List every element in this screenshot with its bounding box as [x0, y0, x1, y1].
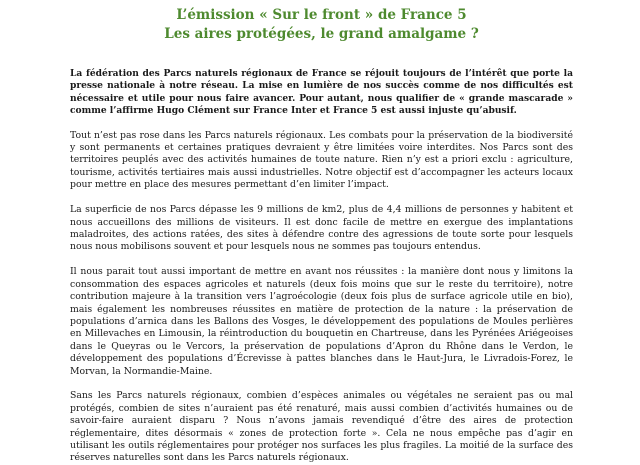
body-paragraph-4: Sans les Parcs naturels régionaux, combien d’espèces animales ou végétales ne seraient pas ou mal protégés, combien de sites n’auraient pas été renaturé, mais aussi combien d’activités humaines ou de savoir-faire auraient disparu ? Nous n’avons jamais revendiqué d’être des aires de protection réglementaire, dites désormais « zones de protection forte ». Cela ne nous empêche pas d’agir en utilisant les outils réglementaires pour protéger nos surfaces les plus fragiles. La moitié de la surface des réserves naturelles sont dans les Parcs naturels régionaux. [70, 390, 573, 464]
body-paragraph-1: Tout n’est pas rose dans les Parcs naturels régionaux. Les combats pour la préservation de la biodiversité y sont permanents et certaines pratiques devraient y être limitées voire interdites. Nos Parcs sont des territoires peuplés avec des activités humaines de toute nature. Rien n’y est a priori exclu : agriculture, tourisme, activités tertiaires mais aussi industrielles. Notre objectif est d’accompagner les acteurs locaux pour mettre en place des mesures permettant d’en limiter l’impact. [70, 129, 573, 191]
document-page [70, 6, 573, 465]
body-paragraph-2: La superficie de nos Parcs dépasse les 9 millions de km2, plus de 4,4 millions de personnes y habitent et nous accueillons des millions de visiteurs. Il est donc facile de mettre en exergue des implantations maladroites, des actions ratées, des sites à défendre contre des agressions de toute sorte pour lesquels nous nous mobilisons souvent et pour lesquels nous ne sommes pas toujours entendus. [70, 204, 573, 253]
title-line-2: Les aires protégées, le grand amalgame ? [164, 26, 479, 42]
document-title [70, 6, 573, 44]
title-line-1: L’émission « Sur le front » de France 5 [176, 7, 467, 23]
lead-paragraph: La fédération des Parcs naturels régionaux de France se réjouit toujours de l’intérêt que porte la presse nationale à notre réseau. La mise en lumière de nos succès comme de nos difficultés est nécessaire et utile pour nous faire avancer. Pour autant, nous qualifier de « grande mascarade » comme l’affirme Hugo Clément sur France Inter et France 5 est aussi injuste qu’abusif. [70, 68, 573, 117]
body-paragraph-3: Il nous parait tout aussi important de mettre en avant nos réussites : la manière dont nous y limitons la consommation des espaces agricoles et naturels (deux fois moins que sur le reste du territoire), notre contribution majeure à la transition vers l’agroécologie (deux fois plus de surface agricole utile en bio), mais également les nombreuses réussites en matière de protection de la nature : la préservation de populations d’arnica dans les Ballons des Vosges, le développement des populations de Moules perlières en Millevaches en Limousin, la réintroduction du bouquetin en Chartreuse, dans les Pyrénées Ariégeoises dans le Queyras ou le Vercors, la préservation de populations d’Apron du Rhône dans le Verdon, le développement des populations d’Écrevisse à pattes blanches dans le Haut-Jura, le Livradois-Forez, le Morvan, la Normandie-Maine. [70, 266, 573, 377]
